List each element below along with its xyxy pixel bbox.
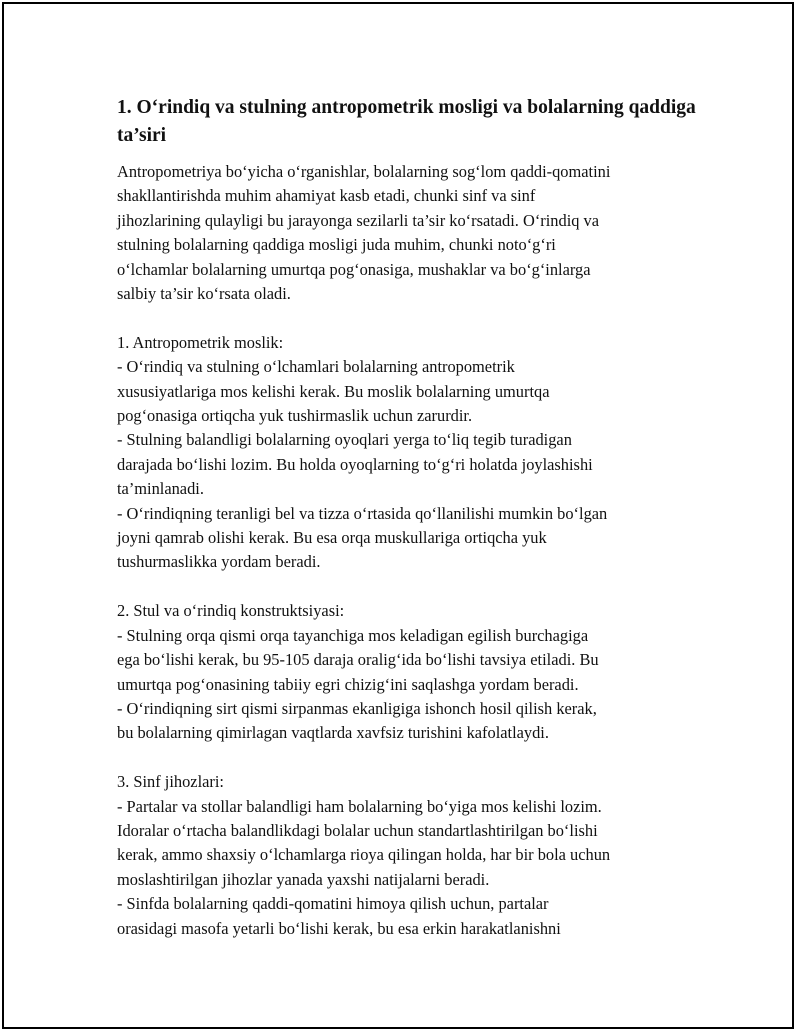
stul-konstruktsiyasi-section: 2. Stul va o‘rindiq konstruktsiyasi: - Stulning orqa qismi orqa tayanchiga mos keladigan egilish burchagiga ega bo‘lishi kerak, bu 95-105 daraja oralig‘ida bo‘lishi tavsiya etiladi. Bu umurtqa pog‘onasining tabiiy egri chizig‘ini saqlashga yordam beradi. - O‘rindiqning sirt qismi sirpanmas ekanligiga ishonch hosil qilish kerak, bu bolalarning qimirlagan vaqtlarda xavfsiz turishini kafolatlaydi. <box>117 601 599 743</box>
section-heading: 1. O‘rindiq va stulning antropometrik mosligi va bolalarning qaddiga ta’siri <box>117 97 696 146</box>
document-body <box>117 94 707 941</box>
sinf-jihozlari-section: 3. Sinf jihozlari: - Partalar va stollar balandligi ham bolalarning bo‘yiga mos kelishi lozim. Idoralar o‘rtacha balandlikdagi bolalar uchun standartlashtirilgan bo‘lishi kerak, ammo shaxsiy o‘lchamlarga rioya qilingan holda, har bir bola uchun moslashtirilgan jihozlar yanada yaxshi natijalarni beradi. - Sinfda bolalarning qaddi-qomatini himoya qilish uchun, partalar orasidagi masofa yetarli bo‘lishi kerak, bu esa erkin harakatlanishni <box>117 772 611 938</box>
antropometrik-moslik-section: 1. Antropometrik moslik: - O‘rindiq va stulning o‘lchamlari bolalarning antropometrik xususiyatlariga mos kelishi kerak. Bu moslik bolalarning umurtqa pog‘onasiga ortiqcha yuk tushirmaslik uchun zarurdir. - Stulning balandligi bolalarning oyoqlari yerga to‘liq tegib turadigan darajada bo‘lishi lozim. Bu holda oyoqlarning to‘g‘ri holatda joylashishi ta’minlanadi. - O‘rindiqning teranligi bel va tizza o‘rtasida qo‘llanilishi mumkin bo‘lgan joyni qamrab olishi kerak. Bu esa orqa muskullariga ortiqcha yuk tushurmaslikka yordam beradi. <box>117 332 608 572</box>
intro-paragraph: Antropometriya bo‘yicha o‘rganishlar, bolalarning sog‘lom qaddi-qomatini shakllantirishda muhim ahamiyat kasb etadi, chunki sinf va sinf jihozlarining qulayligi bu jarayonga sezilarli ta’sir ko‘rsatadi. O‘rindiq va stulning bolalarning qaddiga mosligi juda muhim, chunki noto‘g‘ri o‘lchamlar bolalarning umurtqa pog‘onasiga, mushaklar va bo‘g‘inlarga salbiy ta’sir ko‘rsata oladi. <box>117 162 611 304</box>
